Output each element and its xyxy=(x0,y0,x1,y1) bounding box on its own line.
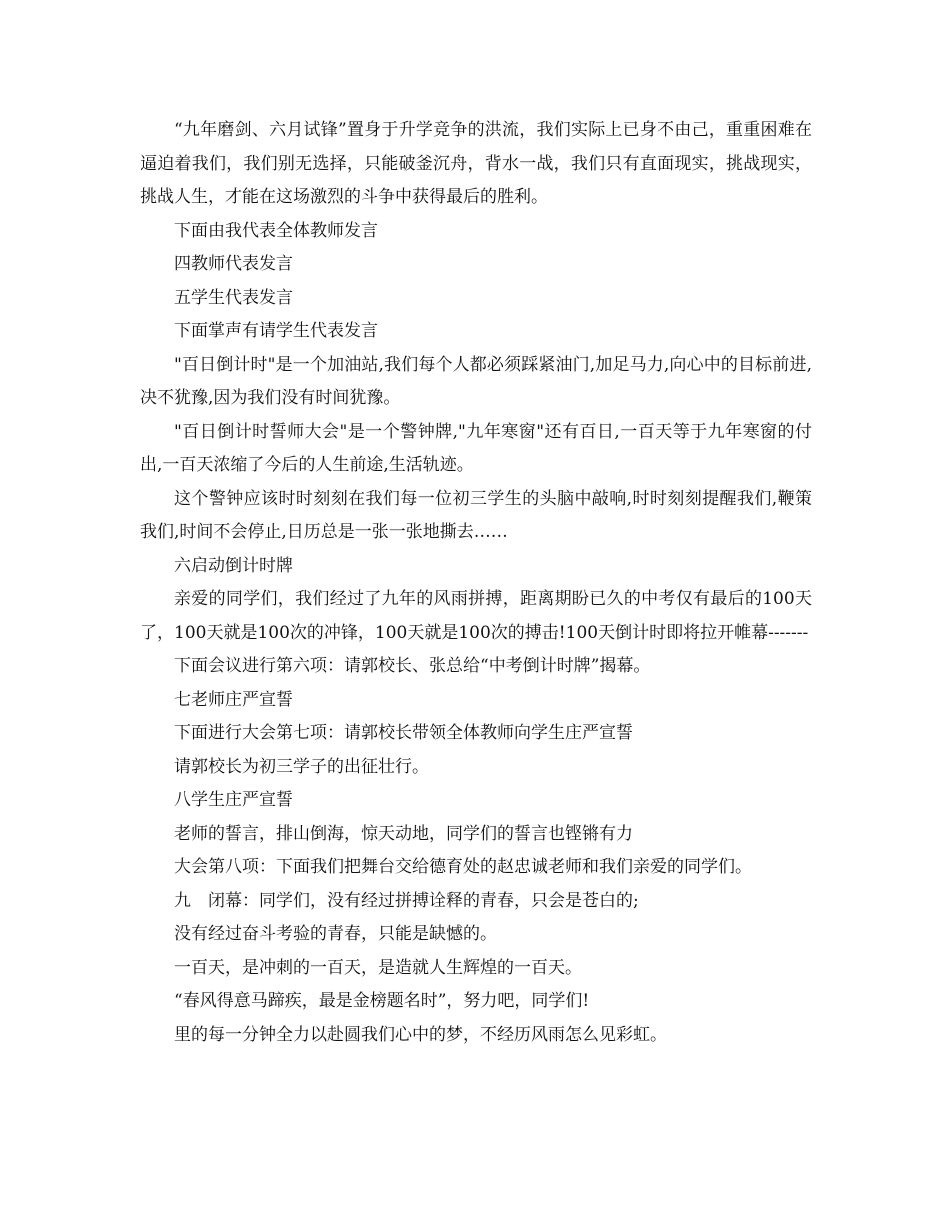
paragraph-16: 老师的誓言，排山倒海，惊天动地，同学们的誓言也铿锵有力 xyxy=(174,823,633,844)
paragraph-17: 大会第八项：下面我们把舞台交给德育处的赵忠诚老师和我们亲爱的同学们。 xyxy=(174,857,752,877)
document-page xyxy=(140,114,812,1052)
paragraph-11: 下面会议进行第六项：请郭校长、张总给“中考倒计时牌”揭幕。 xyxy=(174,656,651,676)
paragraph-9: 六启动倒计时牌 xyxy=(174,555,293,576)
paragraph-20: 一百天，是冲刺的一百天，是造就人生辉煌的一百天。 xyxy=(174,957,582,978)
paragraph-5: 下面掌声有请学生代表发言 xyxy=(174,321,378,341)
paragraph-21: “春风得意马蹄疾，最是金榜题名时”，努力吧，同学们! xyxy=(174,991,590,1011)
paragraph-3: 四教师代表发言 xyxy=(174,254,293,274)
paragraph-10: 亲爱的同学们，我们经过了九年的风雨拼搏，距离期盼已久的中考仅有最后的100天了，100天就是100次的冲锋，100天就是100次的搏击!100天倒计时即将拉开帷幕------- xyxy=(140,589,812,643)
paragraph-15: 八学生庄严宣誓 xyxy=(174,790,293,810)
paragraph-12: 七老师庄严宣誓 xyxy=(174,689,293,710)
paragraph-4: 五学生代表发言 xyxy=(174,287,293,308)
paragraph-18: 九 闭幕：同学们，没有经过拼搏诠释的青春，只会是苍白的; xyxy=(174,890,639,911)
paragraph-7: "百日倒计时誓师大会"是一个警钟牌,"九年寒窗"还有百日,一百天等于九年寒窗的付出,一百天浓缩了今后的人生前途,生活轨迹。 xyxy=(140,421,812,475)
paragraph-6: "百日倒计时"是一个加油站,我们每个人都必须踩紧油门,加足马力,向心中的目标前进,决不犹豫,因为我们没有时间犹豫。 xyxy=(140,354,812,408)
paragraph-19: 没有经过奋斗考验的青春，只能是缺憾的。 xyxy=(174,924,497,944)
paragraph-13: 下面进行大会第七项：请郭校长带领全体教师向学生庄严宣誓 xyxy=(174,723,633,743)
paragraph-1: “九年磨剑、六月试锋”置身于升学竞争的洪流，我们实际上已身不由己，重重困难在逼迫着我们，我们别无选择，只能破釜沉舟，背水一战，我们只有直面现实，挑战现实，挑战人生，才能在这场激烈的斗争中获得最后的胜利。 xyxy=(140,120,812,207)
paragraph-8: 这个警钟应该时时刻刻在我们每一位初三学生的头脑中敲响,时时刻刻提醒我们,鞭策我们,时间不会停止,日历总是一张一张地撕去…… xyxy=(140,488,812,542)
paragraph-14: 请郭校长为初三学子的出征壮行。 xyxy=(174,756,429,777)
paragraph-22: 里的每一分钟全力以赴圆我们心中的梦，不经历风雨怎么见彩虹。 xyxy=(174,1024,667,1045)
paragraph-2: 下面由我代表全体教师发言 xyxy=(174,220,378,241)
